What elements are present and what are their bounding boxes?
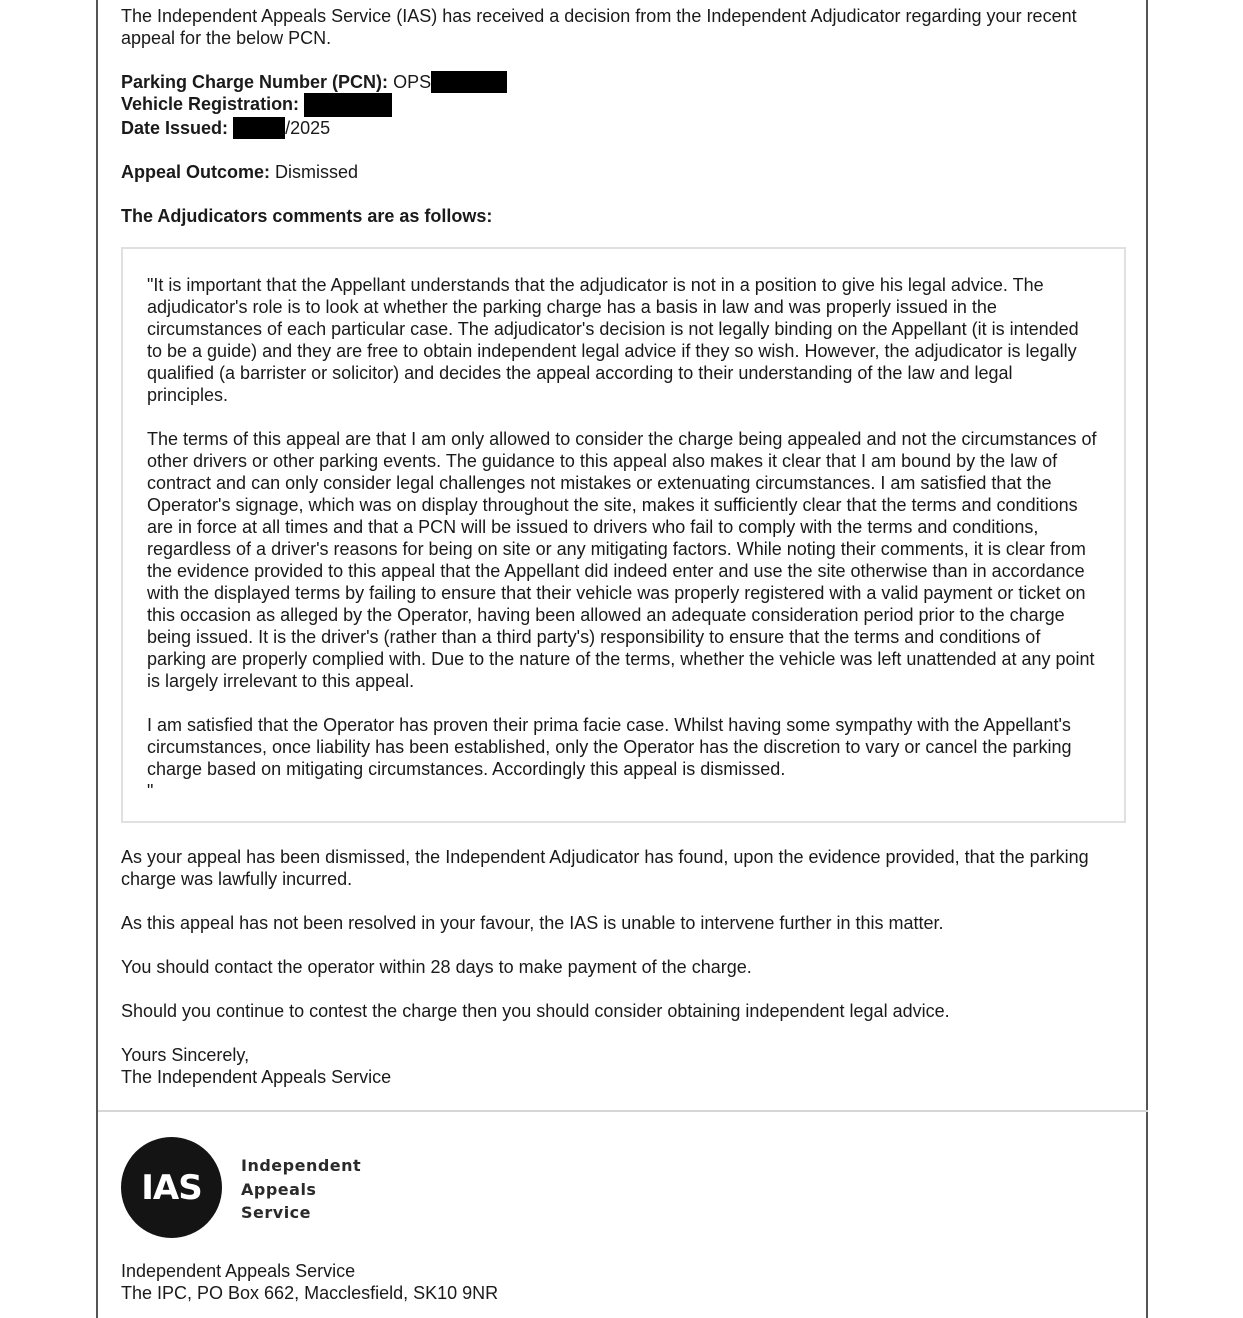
outcome-value: Dismissed: [275, 162, 359, 182]
ias-logo-icon: [121, 1137, 222, 1238]
pcn-label: Parking Charge Number (PCN):: [121, 72, 389, 92]
body-paragraph: Should you continue to contest the charge then you should consider obtaining independent legal advice.: [121, 1001, 950, 1021]
signature: The Independent Appeals Service: [121, 1067, 392, 1087]
date-label: Date Issued:: [121, 118, 229, 138]
appeal-outcome: [121, 161, 1131, 183]
salutation: Yours Sincerely,: [121, 1045, 250, 1065]
outcome-label: Appeal Outcome:: [121, 162, 271, 182]
date-value-suffix: /2025: [285, 118, 331, 138]
adjudicator-comments: [147, 274, 1097, 802]
pcn-line: [121, 71, 1131, 93]
letter-body: [121, 846, 1131, 1088]
comment-paragraph: "It is important that the Appellant understands that the adjudicator is not in a position to give his legal advice. The adjudicator's role is to look at whether the parking charge has a basis in law and was properly issued in the circumstances of each particular case. The adjudicator's decision is not legally binding on the Appellant (it is intended to be a guide) and they are free to obtain independent legal advice if they so wish. However, the adjudicator is legally qualified (a barrister or solicitor) and decides the appeal according to their understanding of the law and legal principles.: [147, 275, 1079, 405]
comment-paragraph: I am satisfied that the Operator has proven their prima facie case. Whilst having some sympathy with the Appellant's circumstances, once liability has been established, only the Operator has the discretion to vary or cancel the parking charge based on mitigating circumstances. Accordingly this appeal is dismissed.: [147, 715, 1072, 779]
vehicle-label: Vehicle Registration:: [121, 94, 300, 114]
intro-paragraph: The Independent Appeals Service (IAS) has received a decision from the Independent Adjudicator regarding your recent appeal for the below PCN.: [121, 6, 1077, 48]
pcn-value-prefix: OPS: [393, 72, 432, 92]
body-paragraph: You should contact the operator within 28 days to make payment of the charge.: [121, 957, 752, 977]
comment-paragraph: The terms of this appeal are that I am only allowed to consider the charge being appealed and not the circumstances of other drivers or other parking events. The guidance to this appeal also makes it clear that I am bound by the law of contract and can only consider legal challenges not mistakes or extenuating circumstances. I am satisfied that the Operator's signage, which was on display throughout the site, makes it sufficiently clear that the terms and conditions are in force at all times and that a PCN will be issued to drivers who fail to comply with the terms and conditions, regardless of a driver's reasons for being on site or any mitigating factors. While noting their comments, it is clear from the evidence provided to this appeal that the Appellant did indeed enter and use the site otherwise than in accordance with the displayed terms by failing to ensure that their vehicle was properly registered with a valid payment or ticket on this occasion as alleged by the Operator, having been allowed an adequate consideration period prior to the charge being issued. It is the driver's (rather than a third party's) responsibility to ensure that the terms and conditions of parking are properly complied with. Due to the nature of the terms, whether the vehicle was left unattended at any point is largely irrelevant to this appeal.: [147, 429, 1097, 691]
logo-word: Service: [241, 1203, 312, 1222]
closing-quote: ": [147, 781, 154, 801]
logo-initials: IAS: [141, 1167, 202, 1208]
postal-address: The IPC, PO Box 662, Macclesfield, SK10 9NR: [121, 1283, 499, 1303]
redacted-pcn: [431, 71, 507, 93]
adjudicator-comments-box: [121, 247, 1126, 823]
logo-word: Appeals: [241, 1179, 317, 1199]
comments-heading: The Adjudicators comments are as follows:: [121, 206, 493, 226]
footer-address: [121, 1260, 921, 1304]
logo-word: Independent: [241, 1156, 362, 1175]
vehicle-line: [121, 93, 1131, 117]
body-paragraph: As your appeal has been dismissed, the Independent Adjudicator has found, upon the evidence provided, that the parking charge was lawfully incurred.: [121, 847, 1089, 889]
date-line: [121, 117, 1131, 139]
org-name: Independent Appeals Service: [121, 1261, 356, 1281]
logo-wordmark: [241, 1154, 361, 1225]
letter-header: [121, 5, 1131, 227]
footer-divider: [98, 1110, 1148, 1112]
redacted-registration: [304, 93, 392, 117]
redacted-date: [233, 117, 285, 139]
body-paragraph: As this appeal has not been resolved in your favour, the IAS is unable to intervene further in this matter.: [121, 913, 944, 933]
pcn-details: [121, 71, 1131, 139]
